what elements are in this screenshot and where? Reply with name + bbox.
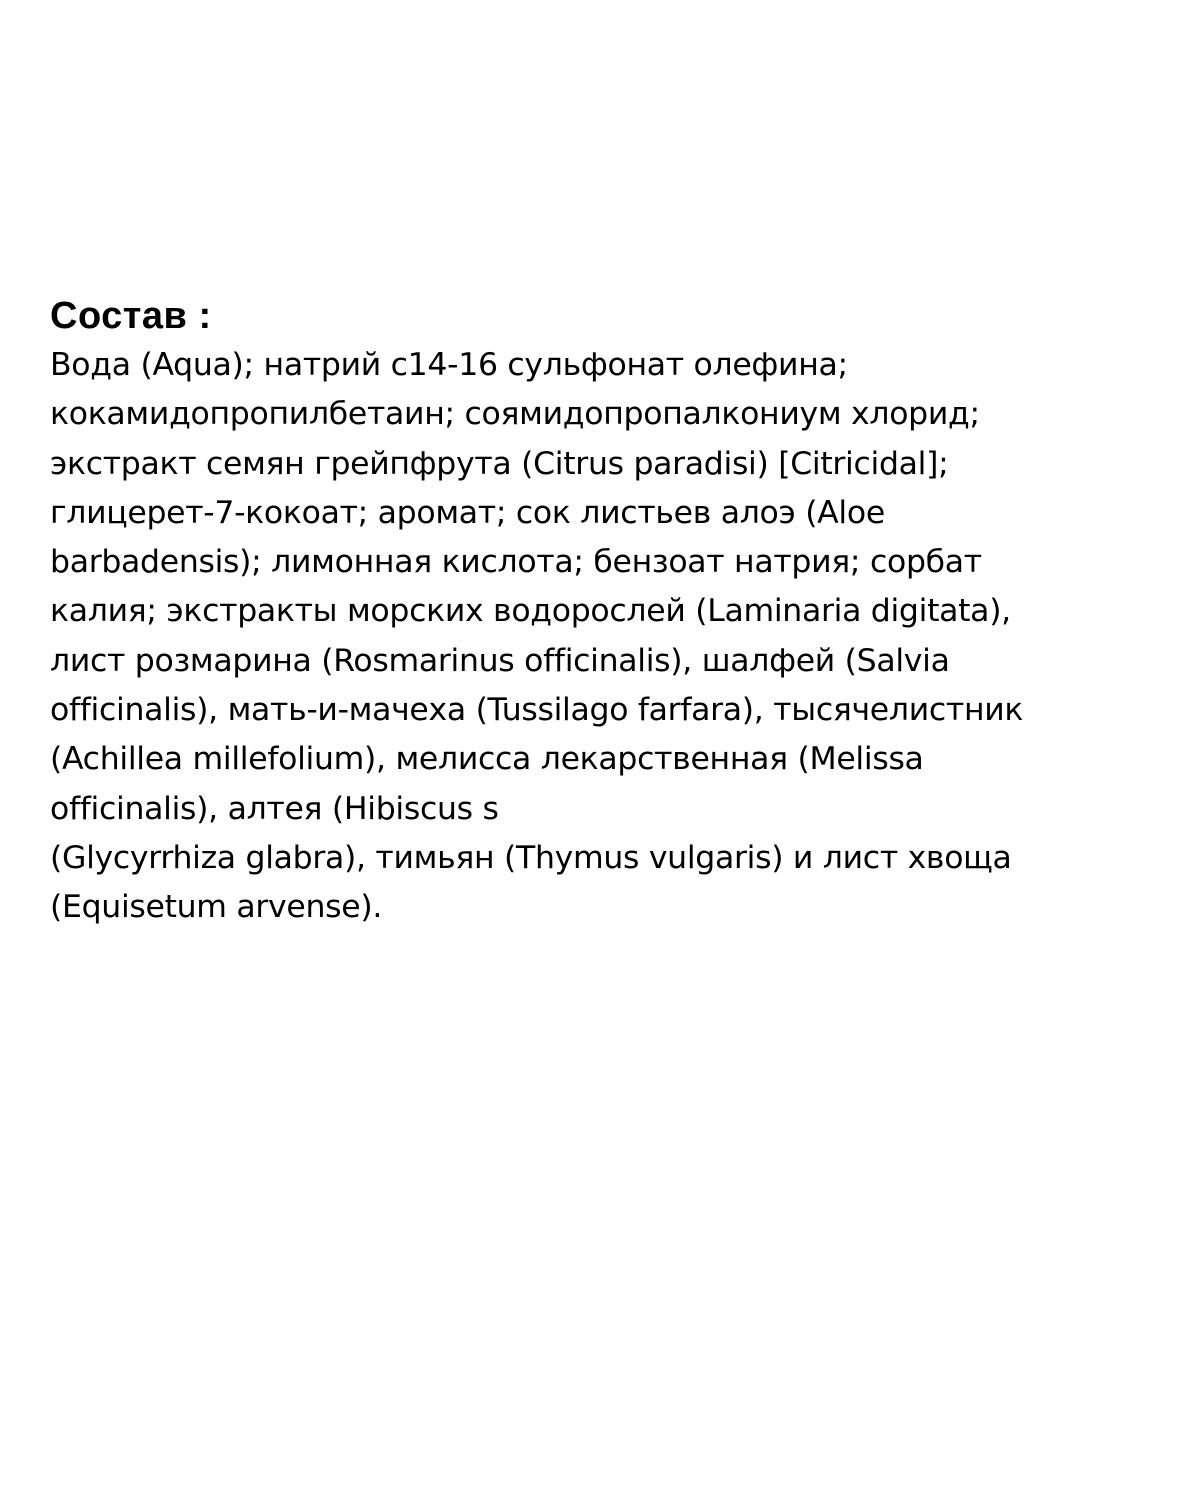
- ingredients-line: калия; экстракты морских водорослей (Laminaria digitata),: [50, 593, 1011, 630]
- ingredients-line: (Glycyrrhiza glabra), тимьян (Thymus vulgaris) и лист хвоща: [50, 839, 1012, 876]
- ingredients-line: (Achillea millefolium), мелисса лекарственная (Melissa: [50, 741, 924, 778]
- ingredients-heading: Состав :: [50, 295, 212, 337]
- ingredients-line: officinalis), мать-и-мачеха (Tussilago farfara), тысячелистник: [50, 692, 1024, 729]
- ingredients-line: экстракт семян грейпфрута (Citrus paradisi) [Citricidal];: [50, 445, 949, 482]
- ingredients-line: кокамидопропилбетаин; соямидопропалкониум хлорид;: [50, 396, 980, 433]
- ingredients-line: officinalis), алтея (Hibiscus s: [50, 790, 499, 827]
- ingredients-line: barbadensis); лимонная кислота; бензоат натрия; сорбат: [50, 544, 982, 581]
- ingredients-line: (Equisetum arvense).: [50, 889, 383, 926]
- ingredients-line: Вода (Aqua); натрий с14-16 сульфонат олефина;: [50, 347, 848, 383]
- ingredients-line: глицерет-7-кокоат; аромат; сок листьев алоэ (Aloe: [50, 494, 885, 531]
- ingredients-block: [50, 292, 1170, 933]
- ingredients-line: лист розмарина (Rosmarinus officinalis), шалфей (Salvia: [50, 642, 950, 679]
